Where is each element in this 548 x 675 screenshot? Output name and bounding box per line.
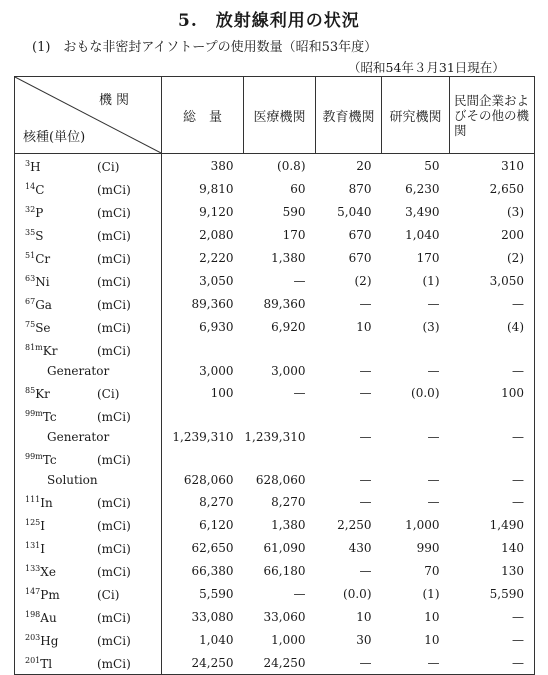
value-cell-research: (1) — [422, 273, 440, 288]
value-cell-total: 9,810 — [199, 181, 234, 196]
table-row — [15, 513, 535, 536]
value-cell-medical: 89,360 — [263, 296, 306, 311]
element-symbol: In — [40, 496, 53, 510]
value-cell-research: 50 — [424, 158, 440, 173]
unit-label: (mCi) — [97, 206, 131, 220]
value-cell-private — [450, 404, 535, 427]
value-cell-research: (0.0) — [411, 385, 440, 400]
value-cell-education: — — [359, 296, 372, 311]
nuclide-cell — [15, 628, 162, 651]
element-symbol: C — [35, 183, 45, 197]
value-cell-research: 6,230 — [405, 181, 440, 196]
nuclide-cell — [15, 177, 162, 200]
mass-number: 75 — [25, 320, 36, 329]
value-cell-education: — — [359, 473, 372, 487]
value-cell-private: (2) — [450, 246, 535, 269]
value-cell-total: 6,930 — [199, 319, 234, 334]
nuclide-name — [25, 246, 97, 269]
value-cell-total: 100 — [210, 385, 234, 400]
value-cell-medical: 1,380 — [271, 517, 306, 532]
value-cell-medical — [244, 338, 316, 361]
value-cell-research: 990 — [416, 540, 440, 555]
nuclide-cell — [15, 536, 162, 559]
value-cell-medical: — — [293, 273, 306, 288]
table-row — [15, 292, 535, 315]
nuclide-name — [25, 292, 97, 315]
nuclide-cell — [15, 605, 162, 628]
value-cell-medical: 1,000 — [271, 632, 306, 647]
nuclide-cell — [15, 381, 162, 404]
value-cell-research: 1,000 — [405, 517, 440, 532]
element-symbol: H — [30, 160, 41, 174]
column-header-private: 民間企業およびその他の機関 — [450, 77, 535, 154]
value-cell-private: 3,050 — [450, 269, 535, 292]
table-row — [15, 490, 535, 513]
value-cell-medical: 1,380 — [271, 250, 306, 265]
corner-label-institution: 機関 — [98, 93, 133, 108]
mass-number: 147 — [25, 587, 41, 596]
mass-number: 3 — [25, 159, 31, 168]
value-cell-education: 430 — [348, 540, 372, 555]
value-cell-medical: 66,180 — [263, 563, 306, 578]
value-cell-research: — — [382, 651, 450, 675]
unit-label: (mCi) — [97, 565, 131, 579]
unit-label: (mCi) — [97, 542, 131, 556]
element-symbol: Tl — [40, 657, 53, 671]
value-cell-education: 5,040 — [337, 204, 372, 219]
value-cell-medical: 3,000 — [271, 364, 306, 378]
value-cell-education: — — [359, 385, 372, 400]
table-row — [15, 605, 535, 628]
table-row — [15, 361, 535, 381]
value-cell-private: — — [450, 605, 535, 628]
value-cell-medical: — — [293, 586, 306, 601]
element-symbol: Cr — [35, 252, 51, 266]
element-symbol: I — [40, 542, 46, 556]
unit-label: (mCi) — [97, 453, 131, 467]
value-cell-private: 140 — [450, 536, 535, 559]
value-cell-education: 670 — [348, 250, 372, 265]
value-cell-education: — — [359, 494, 372, 509]
value-cell-private: 1,490 — [450, 513, 535, 536]
value-cell-private: 2,650 — [450, 177, 535, 200]
nuclide-cell — [15, 470, 162, 490]
value-cell-research: 10 — [424, 609, 440, 624]
nuclide-cell — [15, 292, 162, 315]
nuclide-name — [25, 559, 97, 582]
value-cell-total: 8,270 — [199, 494, 234, 509]
value-cell-education: 30 — [356, 632, 372, 647]
value-cell-medical: (0.8) — [277, 158, 306, 173]
nuclide-name — [25, 177, 97, 200]
value-cell-medical: 60 — [290, 181, 306, 196]
mass-number: 99m — [25, 452, 43, 461]
unit-label: (mCi) — [97, 321, 131, 335]
element-symbol: Tc — [42, 410, 57, 424]
nuclide-form-label: Solution — [47, 473, 98, 487]
value-cell-research: 10 — [424, 632, 440, 647]
value-cell-total: 2,080 — [199, 227, 234, 242]
table-row — [15, 447, 535, 470]
unit-label: (mCi) — [97, 410, 131, 424]
page-title: 5. 放射線利用の状況 — [178, 11, 360, 31]
value-cell-education: (2) — [354, 273, 372, 288]
unit-label: (mCi) — [97, 229, 131, 243]
mass-number: 198 — [25, 610, 41, 619]
value-cell-total: 3,050 — [199, 273, 234, 288]
value-cell-private: 100 — [450, 381, 535, 404]
value-cell-total: 89,360 — [191, 296, 234, 311]
value-cell-private: — — [450, 361, 535, 381]
table-caption: (1) おもな非密封アイソトープの使用数量（昭和53年度） — [32, 40, 378, 55]
nuclide-cell — [15, 447, 162, 470]
mass-number: 32 — [25, 205, 36, 214]
nuclide-name — [25, 200, 97, 223]
value-cell-medical: — — [293, 385, 306, 400]
nuclide-cell — [15, 246, 162, 269]
value-cell-private — [450, 338, 535, 361]
value-cell-education: 870 — [348, 181, 372, 196]
value-cell-total: 380 — [210, 158, 234, 173]
value-cell-private: — — [450, 470, 535, 490]
value-cell-education — [316, 338, 382, 361]
value-cell-education: — — [316, 651, 382, 675]
nuclide-name — [25, 381, 97, 404]
value-cell-research: 170 — [416, 250, 440, 265]
value-cell-medical: 170 — [282, 227, 306, 242]
value-cell-education: — — [359, 563, 372, 578]
value-cell-education: — — [359, 364, 372, 378]
as-of-date: （昭和54年３月31日現在） — [348, 60, 505, 75]
table-row — [15, 154, 535, 178]
nuclide-cell — [15, 223, 162, 246]
value-cell-total: 1,040 — [199, 632, 234, 647]
value-cell-total — [162, 404, 244, 427]
value-cell-total: 3,000 — [199, 364, 234, 378]
mass-number: 111 — [25, 495, 41, 504]
nuclide-name — [25, 338, 97, 361]
mass-number: 133 — [25, 564, 41, 573]
value-cell-private: 310 — [450, 154, 535, 178]
nuclide-name — [25, 536, 97, 559]
value-cell-research: (1) — [422, 586, 440, 601]
table-row — [15, 559, 535, 582]
nuclide-cell — [15, 154, 162, 178]
value-cell-total: 33,080 — [191, 609, 234, 624]
value-cell-education — [316, 404, 382, 427]
table-row — [15, 651, 535, 675]
mass-number: 51 — [25, 251, 36, 260]
unit-label: (Ci) — [97, 160, 120, 174]
table-row — [15, 427, 535, 447]
unit-label: (mCi) — [97, 519, 131, 533]
nuclide-cell — [15, 490, 162, 513]
column-header-total: 総 量 — [162, 77, 244, 154]
nuclide-name — [25, 447, 97, 470]
nuclide-cell — [15, 338, 162, 361]
mass-number: 201 — [25, 656, 41, 665]
element-symbol: Ni — [35, 275, 50, 289]
element-symbol: Kr — [42, 344, 58, 358]
table-row — [15, 177, 535, 200]
value-cell-private: — — [450, 651, 535, 675]
unit-label: (Ci) — [97, 387, 120, 401]
nuclide-name — [25, 490, 97, 513]
nuclide-name — [25, 628, 97, 651]
element-symbol: Au — [40, 611, 57, 625]
nuclide-cell — [15, 651, 162, 675]
value-cell-private: 5,590 — [450, 582, 535, 605]
value-cell-research: 1,040 — [405, 227, 440, 242]
value-cell-total: 66,380 — [191, 563, 234, 578]
nuclide-cell — [15, 269, 162, 292]
nuclide-name — [25, 404, 97, 427]
value-cell-research: 70 — [424, 563, 440, 578]
table-row — [15, 246, 535, 269]
unit-label: (mCi) — [97, 496, 131, 510]
isotope-usage-table — [14, 76, 535, 675]
nuclide-cell — [15, 582, 162, 605]
value-cell-private: — — [450, 292, 535, 315]
value-cell-total: 9,120 — [199, 204, 234, 219]
value-cell-medical: 628,060 — [255, 473, 306, 487]
value-cell-research — [382, 404, 450, 427]
column-header-medical: 医療機関 — [244, 77, 316, 154]
unit-label: (mCi) — [97, 298, 131, 312]
value-cell-education: — — [359, 430, 372, 444]
mass-number: 131 — [25, 541, 41, 550]
value-cell-medical: 33,060 — [263, 609, 306, 624]
unit-label: (mCi) — [97, 634, 131, 648]
table-row — [15, 315, 535, 338]
value-cell-medical: 6,920 — [271, 319, 306, 334]
unit-label: (mCi) — [97, 611, 131, 625]
value-cell-total: 62,650 — [191, 540, 234, 555]
value-cell-research: — — [427, 494, 440, 509]
nuclide-cell — [15, 404, 162, 427]
value-cell-private: — — [450, 490, 535, 513]
value-cell-private: — — [450, 427, 535, 447]
table-row — [15, 223, 535, 246]
corner-header-cell — [15, 77, 162, 154]
mass-number: 125 — [25, 518, 41, 527]
nuclide-cell — [15, 513, 162, 536]
value-cell-medical: 590 — [282, 204, 306, 219]
value-cell-private: 200 — [450, 223, 535, 246]
value-cell-research — [382, 338, 450, 361]
element-symbol: S — [35, 229, 44, 243]
value-cell-education: 10 — [356, 609, 372, 624]
nuclide-name — [25, 513, 97, 536]
nuclide-cell — [15, 427, 162, 447]
element-symbol: Hg — [40, 634, 59, 648]
value-cell-education: 670 — [348, 227, 372, 242]
value-cell-medical — [244, 404, 316, 427]
value-cell-research: — — [427, 473, 440, 487]
value-cell-total — [162, 338, 244, 361]
element-symbol: Xe — [40, 565, 56, 579]
nuclide-name — [25, 605, 97, 628]
value-cell-research: — — [427, 364, 440, 378]
table-row — [15, 470, 535, 490]
value-cell-total: 5,590 — [199, 586, 234, 601]
element-symbol: I — [40, 519, 46, 533]
element-symbol: P — [35, 206, 44, 220]
value-cell-medical: 24,250 — [244, 651, 316, 675]
table-row — [15, 381, 535, 404]
mass-number: 63 — [25, 274, 36, 283]
table-row — [15, 200, 535, 223]
nuclide-name — [25, 651, 97, 674]
nuclide-name — [25, 223, 97, 246]
unit-label: (mCi) — [97, 252, 131, 266]
element-symbol: Pm — [40, 588, 60, 602]
value-cell-research: (3) — [422, 319, 440, 334]
value-cell-medical — [244, 447, 316, 470]
table-row — [15, 269, 535, 292]
nuclide-name — [25, 154, 97, 177]
table-row — [15, 582, 535, 605]
unit-label: (mCi) — [97, 183, 131, 197]
table-row — [15, 404, 535, 427]
value-cell-private: (4) — [450, 315, 535, 338]
nuclide-form-label: Generator — [47, 430, 110, 444]
element-symbol: Tc — [42, 453, 57, 467]
value-cell-research: — — [427, 430, 440, 444]
value-cell-total: 628,060 — [183, 473, 234, 487]
element-symbol: Se — [35, 321, 51, 335]
nuclide-name — [25, 315, 97, 338]
nuclide-form-label: Generator — [47, 364, 110, 378]
mass-number: 85 — [25, 386, 36, 395]
value-cell-private — [450, 447, 535, 470]
unit-label: (mCi) — [97, 275, 131, 289]
nuclide-cell — [15, 559, 162, 582]
table-row — [15, 536, 535, 559]
value-cell-private: 130 — [450, 559, 535, 582]
column-header-education: 教育機関 — [316, 77, 382, 154]
nuclide-cell — [15, 200, 162, 223]
mass-number: 14 — [25, 182, 36, 191]
mass-number: 99m — [25, 409, 43, 418]
mass-number: 203 — [25, 633, 41, 642]
value-cell-medical: 61,090 — [263, 540, 306, 555]
nuclide-cell — [15, 361, 162, 381]
unit-label: (mCi) — [97, 657, 131, 671]
value-cell-research — [382, 447, 450, 470]
column-header-research: 研究機関 — [382, 77, 450, 154]
mass-number: 81m — [25, 343, 43, 352]
value-cell-education: 20 — [356, 158, 372, 173]
element-symbol: Kr — [35, 387, 50, 401]
value-cell-private: (3) — [450, 200, 535, 223]
value-cell-medical: 8,270 — [271, 494, 306, 509]
value-cell-total: 6,120 — [199, 517, 234, 532]
element-symbol: Ga — [35, 298, 52, 312]
nuclide-cell — [15, 315, 162, 338]
value-cell-total: 2,220 — [199, 250, 234, 265]
mass-number: 35 — [25, 228, 36, 237]
corner-label-nuclide: 核種(単位) — [23, 130, 86, 145]
value-cell-research: — — [427, 296, 440, 311]
nuclide-name — [25, 582, 97, 605]
nuclide-name — [25, 269, 97, 292]
unit-label: (mCi) — [97, 344, 131, 358]
value-cell-education: 10 — [356, 319, 372, 334]
value-cell-total: 1,239,310 — [172, 430, 234, 444]
value-cell-total — [162, 447, 244, 470]
value-cell-research: 3,490 — [405, 204, 440, 219]
table-row — [15, 338, 535, 361]
table-row — [15, 628, 535, 651]
table-body — [15, 154, 535, 675]
value-cell-education — [316, 447, 382, 470]
value-cell-total: 24,250 — [162, 651, 244, 675]
value-cell-education: (0.0) — [343, 586, 372, 601]
value-cell-medical: 1,239,310 — [244, 430, 306, 444]
value-cell-education: 2,250 — [337, 517, 372, 532]
mass-number: 67 — [25, 297, 36, 306]
unit-label: (Ci) — [97, 588, 120, 602]
value-cell-private: — — [450, 628, 535, 651]
